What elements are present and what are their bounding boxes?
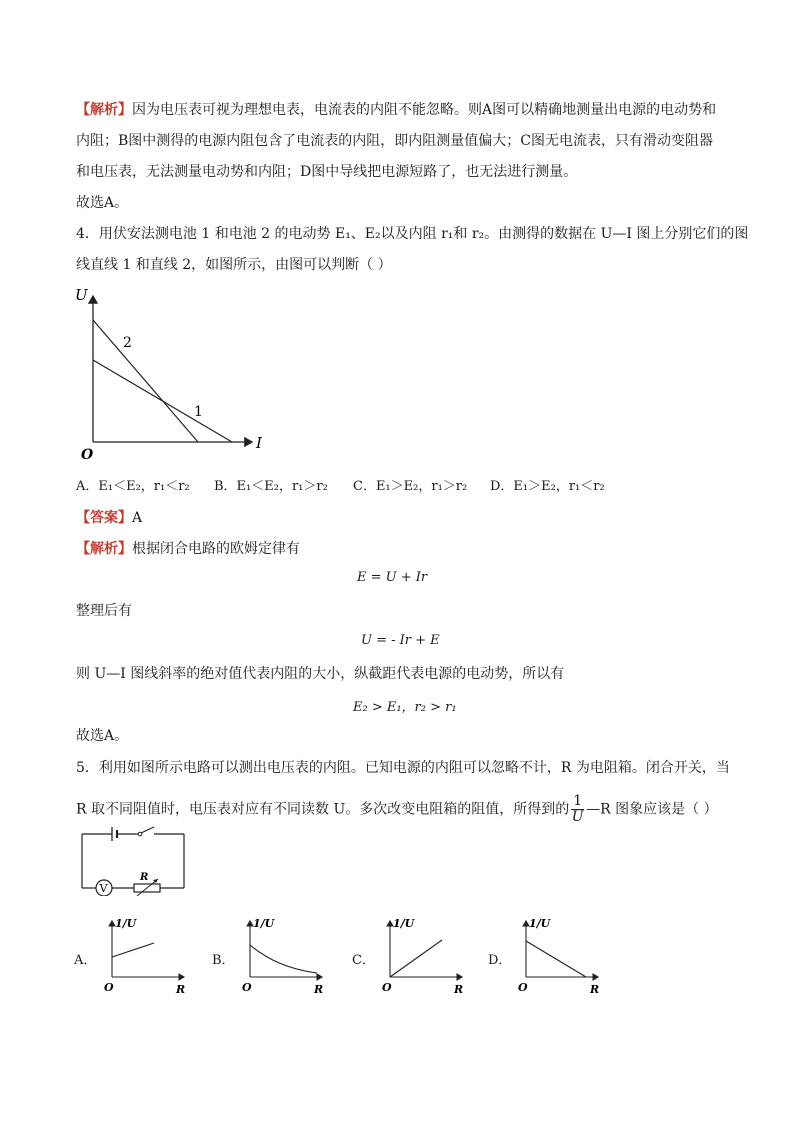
graph-origin-label: O <box>104 981 114 994</box>
q4-line-1-label: 1 <box>194 404 203 420</box>
q5-stem-text-post: —R 图象应该是（ ） <box>586 801 718 818</box>
q4-origin-label: O <box>81 447 94 463</box>
fraction-denominator: U <box>571 809 584 825</box>
q4-equation-2: U = - Ir + E <box>361 633 440 648</box>
q5-option-a <box>74 915 199 1000</box>
q4-line-2-label: 2 <box>123 335 132 351</box>
voltmeter-label: V <box>99 882 108 895</box>
q5-option-b <box>212 915 337 1000</box>
analysis-q3-conclusion: 故选A。 <box>76 195 129 211</box>
graph-y-label: 1/U <box>393 917 415 930</box>
q5-option-label: B． <box>212 953 235 968</box>
battery-symbol <box>112 827 117 841</box>
q4-analysis-line2: 整理后有 <box>76 603 132 619</box>
q4-option-b: B．E₁＜E₂，r₁＞r₂ <box>214 479 328 494</box>
graph-origin-label: O <box>242 981 252 994</box>
graph-curve <box>526 941 586 977</box>
q4-options-row <box>76 477 605 497</box>
q5-option-label: D． <box>488 953 512 968</box>
q4-conclusion: 故选A。 <box>76 728 129 744</box>
q5-option-graph <box>104 915 204 1000</box>
switch-symbol <box>138 827 154 836</box>
q4-equation-1: E = U + Ir <box>357 570 428 585</box>
q4-ui-graph <box>70 282 280 464</box>
q5-option-d <box>488 915 613 1000</box>
q5-option-c <box>352 915 477 1000</box>
q5-fraction <box>571 794 584 825</box>
q4-analysis-line3: 则 U—I 图线斜率的绝对值代表内阻的大小，纵截距代表电源的电动势，所以有 <box>76 666 565 682</box>
graph-y-label: 1/U <box>529 917 551 930</box>
voltmeter-symbol <box>96 880 112 896</box>
q4-line-2 <box>93 320 198 442</box>
q5-stem-text: R 取不同阻值时，电压表对应有不同读数 U。多次改变电阻箱的阻值，所得到的 <box>76 801 570 818</box>
graph-x-label: R <box>454 983 464 996</box>
q4-stem-line1: 4．用伏安法测电池 1 和电池 2 的电动势 E₁、E₂以及内阻 r₁和 r₂。由测得的数据在 U—I 图上分别它们的图 <box>76 226 749 242</box>
graph-curve <box>112 943 154 957</box>
analysis-text: 根据闭合电路的欧姆定律有 <box>132 541 300 557</box>
q5-option-graph <box>382 915 482 1000</box>
analysis-tag: 【解析】 <box>76 102 132 118</box>
graph-origin-label: O <box>518 981 528 994</box>
analysis-q3-line2: 内阻；B图中测得的电源内阻包含了电流表的内阻，即内阻测量值偏大；C图无电流表，只有滑动变阻器 <box>76 133 713 149</box>
answer-tag: 【答案】 <box>76 510 132 526</box>
q5-stem-line1: 5．利用如图所示电路可以测出电压表的内阻。已知电源的内阻可以忽略不计，R 为电阻箱。闭合开关，当 <box>76 760 730 776</box>
analysis-q3-line1 <box>76 100 716 120</box>
resistor-box-symbol <box>134 872 160 896</box>
q5-option-label: A． <box>74 953 97 968</box>
q4-answer <box>76 508 142 528</box>
graph-curve <box>250 945 317 973</box>
q5-stem-line2 <box>76 794 718 825</box>
graph-y-label: 1/U <box>253 917 275 930</box>
graph-x-label: R <box>176 983 186 996</box>
q4-option-c: C．E₁＞E₂，r₁＞r₂ <box>353 479 468 494</box>
q4-analysis-line1 <box>76 539 300 559</box>
analysis-q3-line3: 和电压表，无法测量电动势和内阻；D图中导线把电源短路了，也无法进行测量。 <box>76 164 578 180</box>
q4-x-axis-label: I <box>256 434 262 452</box>
q4-option-a: A．E₁＜E₂，r₁＜r₂ <box>76 479 190 494</box>
graph-origin-label: O <box>382 981 392 994</box>
q4-y-axis-label: U <box>75 286 88 304</box>
q5-circuit-diagram <box>74 824 194 896</box>
graph-x-label: R <box>590 983 600 996</box>
q5-option-label: C． <box>352 953 375 968</box>
resistor-label: R <box>140 872 149 883</box>
q5-option-graph <box>518 915 618 1000</box>
answer-value: A <box>132 510 143 526</box>
fraction-numerator: 1 <box>573 793 583 809</box>
q4-option-d: D．E₁＞E₂，r₁＜r₂ <box>490 479 605 494</box>
graph-curve <box>390 940 442 977</box>
q4-stem-line2: 线直线 1 和直线 2，如图所示，由图可以判断（ ） <box>76 257 392 273</box>
q5-option-graph <box>242 915 342 1000</box>
q4-equation-3: E₂ > E₁，r₂ > r₁ <box>353 700 457 715</box>
graph-y-label: 1/U <box>115 917 137 930</box>
analysis-tag: 【解析】 <box>76 541 132 557</box>
q4-line-1 <box>93 360 232 442</box>
graph-x-label: R <box>314 983 324 996</box>
analysis-text: 因为电压表可视为理想电表，电流表的内阻不能忽略。则A图可以精确地测量出电源的电动势和 <box>132 102 717 118</box>
